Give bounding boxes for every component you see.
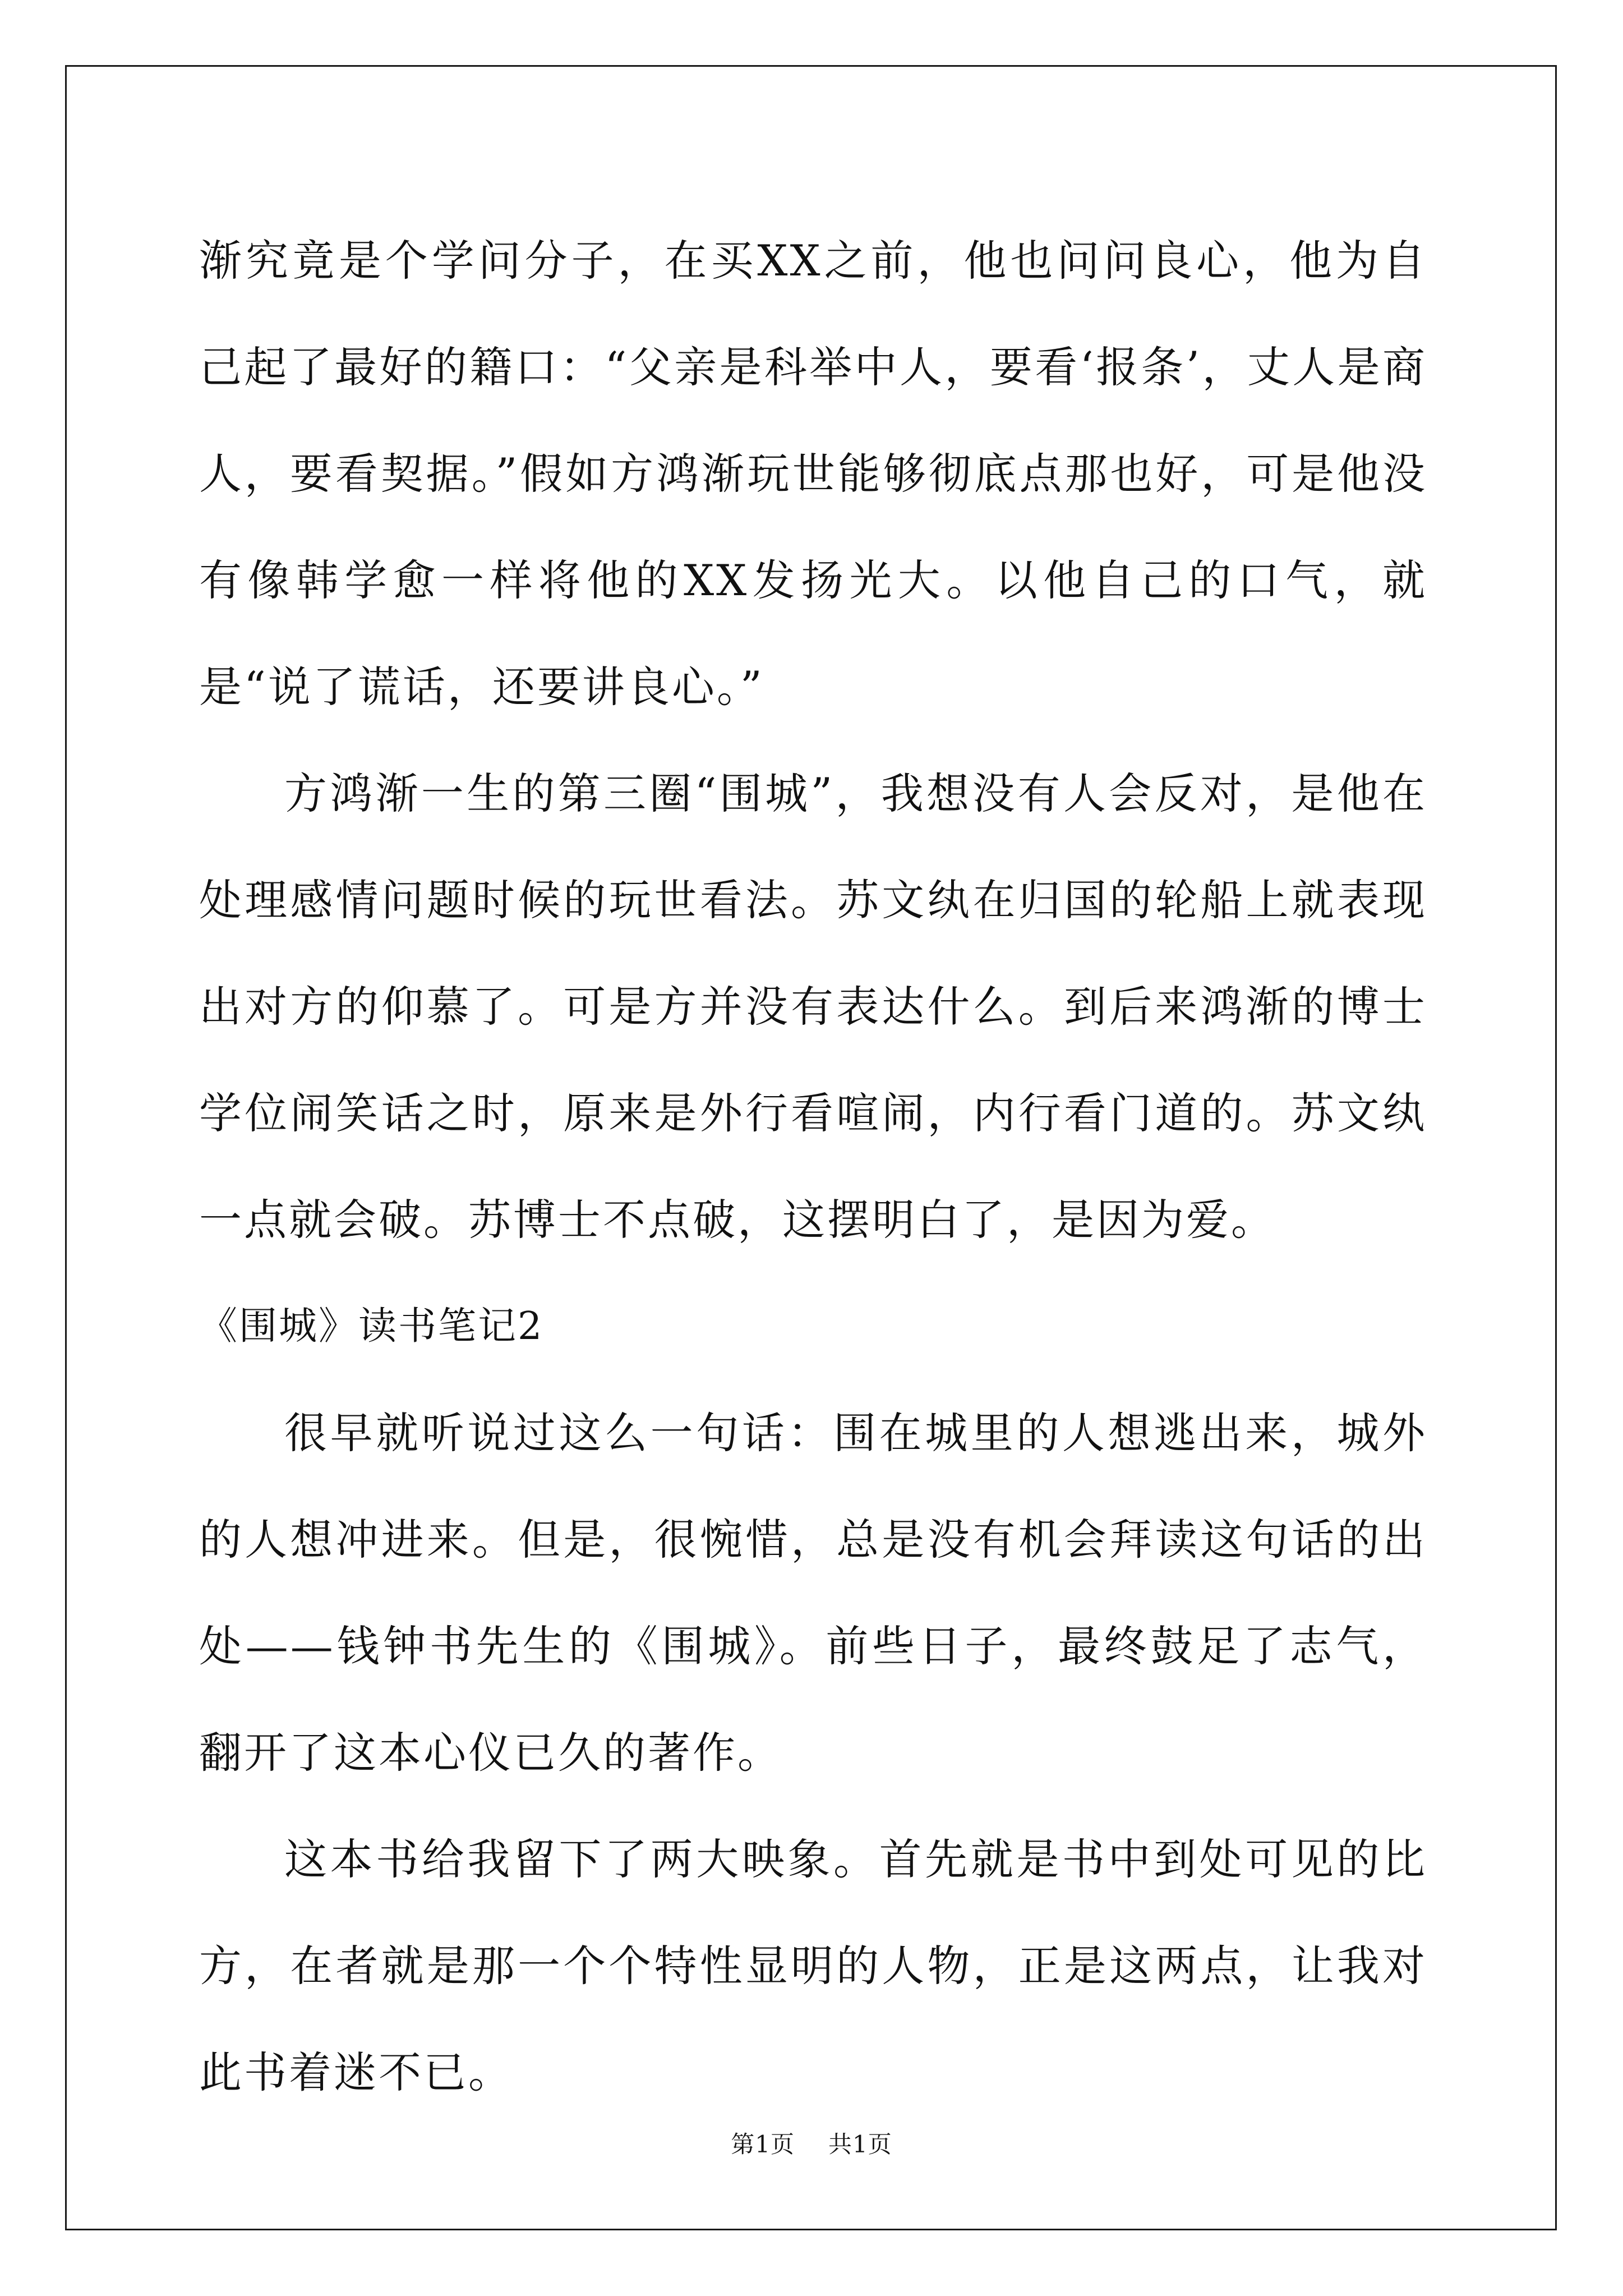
paragraph-4: 这本书给我留下了两大映象。首先就是书中到处可见的比方，在者就是那一个个特性显明的人物，正是这两点，让我对此书着迷不已。 (199, 1834, 1427, 2097)
paragraph-3: 很早就听说过这么一句话：围在城里的人想逃出来，城外的人想冲进来。但是，很惋惜，总是没有机会拜读这句话的出处——钱钟书先生的《围城》。前些日子，最终鼓足了志气，翻开了这本心仪已久的著作。 (199, 1408, 1427, 1778)
paragraph-2: 方鸿渐一生的第三圈“围城”，我想没有人会反对，是他在处理感情问题时候的玩世看法。苏文纨在归国的轮船上就表现出对方的仰慕了。可是方并没有表达什么。到后来鸿渐的博士学位闹笑话之时，原来是外行看喧闹，内行看门道的。苏文纨一点就会破。苏博士不点破，这摆明白了，是因为爱。 (199, 769, 1427, 1245)
document-body (199, 208, 1427, 2126)
page-number-current: 第1页 (731, 2131, 795, 2158)
section-heading: 《围城》读书笔记2 (199, 1304, 544, 1349)
paragraph-1: 渐究竟是个学问分子，在买XX之前，他也问问良心，他为自己起了最好的籍口：“父亲是科举中人，要看‘报条’，丈人是商人，要看契据。”假如方鸿渐玩世能够彻底点那也好，可是他没有像韩学愈一样将他的XX发扬光大。以他自己的口气，就是“说了谎话，还要讲良心。” (199, 236, 1427, 712)
page-number-total: 共1页 (828, 2131, 892, 2158)
page-footer (0, 2126, 1623, 2160)
